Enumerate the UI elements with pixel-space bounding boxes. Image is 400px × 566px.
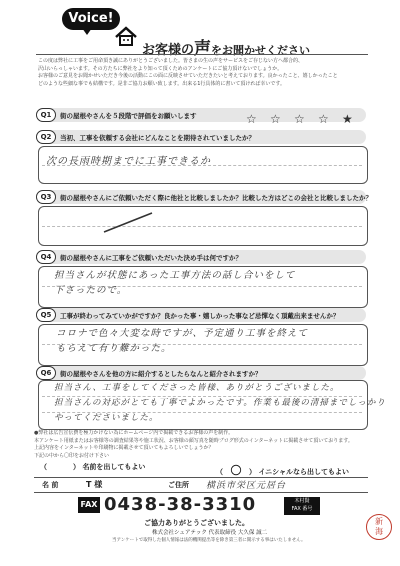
badge-tail	[82, 28, 92, 35]
q2-text: 当初、工事を依頼する会社にどんなことを期待されていましたか？	[60, 134, 255, 142]
consent-option-name-label: 名前を出してもよい	[82, 463, 146, 471]
q1-number: Q1	[36, 108, 56, 122]
fax-tag: 木村賢 FAX 番号	[284, 497, 320, 515]
q5-number: Q5	[36, 308, 56, 322]
q6-text: 街の屋根やさんを他の方に紹介するとしたらなんと紹介されますか？	[60, 370, 262, 378]
q2-number: Q2	[36, 130, 56, 144]
consent-option-initials-label: イニシャルなら出してもよい	[258, 468, 350, 476]
consent-option-name[interactable]	[40, 462, 145, 472]
voice-badge	[62, 8, 120, 30]
q3-number: Q3	[36, 190, 56, 204]
fax-number: 0438-38-3310	[104, 494, 257, 515]
q5-answer: コロナで色々大変な時ですが、予定通り工事を終えて もらえて有り難かった。	[56, 328, 309, 354]
q6-number: Q6	[36, 366, 56, 380]
consent-paren-right: ）	[73, 463, 80, 471]
star-icon: ☆	[294, 112, 305, 126]
intro-text: この度は弊社に工事をご用命頂き誠にありがとうございました。皆さまの生の声をサービスをご存じない方へ都合的、 沢山いらっしゃいます。その方たちに弊社をより知って頂くためのアンケートにご協力頂けないでしょうか。 お客様のご意見をお聞かせいただき今後の活動にこの面に反映させていただきたいと考えております。良かったこと、嬉しかったこと どのような些細な事でも結構です。是非ご協力お願い致します。出来る1行具体的に書いて頂ければ幸いです。	[38, 58, 338, 87]
header-rule	[36, 54, 368, 55]
q4-answer: 担当さんが状態にあった工事方法の話し合いをして 下さったので。	[54, 270, 296, 296]
address-value: 横浜市栄区元居台	[206, 481, 287, 491]
q4-text: 街の屋根やさんに工事をご依頼いただいた決め手は何ですか？	[60, 254, 242, 262]
address-label: ご住所	[168, 481, 189, 489]
q5-text: 工事が終わってみていかがですか？良かった事・嬉しかった事など忌憚なく頂戴出来ませんか？	[60, 312, 340, 320]
q6-answer: 担当さん、工事をしてくださった皆様、ありがとうございました。 担当さんの対応がとても丁寧でよかったです。作業も最後の清掃までしっかり やってくださいました。	[54, 383, 386, 423]
q2-answer: 次の長雨時期までに工事できるか	[46, 156, 211, 167]
star-filled-icon: ★	[342, 112, 353, 126]
q4-number: Q4	[36, 250, 56, 264]
star-icon: ☆	[270, 112, 281, 126]
company-text: 株式会社シェアテック 代表取締役 大久保 誠二	[152, 530, 268, 536]
name-value: T 様	[86, 480, 103, 489]
consent-paren-left: （	[216, 468, 223, 476]
ruled-line	[42, 226, 362, 227]
q1-text: 街の屋根やさんを５段階で評価をお願いします	[60, 112, 197, 120]
consent-paren-left: （	[40, 463, 47, 471]
page-title: お客様の声をお聞かせください	[142, 39, 311, 59]
fax-label: FAX	[78, 497, 100, 513]
seal-stamp: 新 海	[366, 514, 392, 540]
q3-strike-mark	[100, 210, 160, 238]
voice-badge-text: Voice!	[68, 11, 114, 26]
publication-notes: ●弊社は広告宣伝費を極力かけない為にホームページ内で掲載できるお客様の声を制作。 本アンケート用紙またはお客様等の調査結果等や施工状況、お客様の顔写真を随時ブログ形式のインターネットに掲載させて頂いております。 上記内容をインターネットや印刷物に掲載させて頂いてもよろしいでしょうか？ 下記の中から〇印をお付け下さい	[34, 430, 353, 459]
privacy-note: 当アンケートで取得した個人情報は法的機関提出等を除き第三者に開示する事はいたしません。	[112, 538, 306, 543]
consent-paren-right: ）	[249, 468, 256, 476]
house-icon	[114, 25, 138, 51]
q3-text: 街の屋根やさんにご依頼いただく際に他社と比較しましたか？比較した方はどこの会社と比較しましたか？	[60, 194, 372, 202]
name-label: 名 前	[42, 481, 59, 489]
thanks-text: ご協力ありがとうございました。	[144, 519, 249, 527]
star-icon: ☆	[318, 112, 329, 126]
star-icon: ☆	[246, 112, 257, 126]
consent-option-initials[interactable]	[216, 462, 349, 478]
consent-circle-mark: 〇	[230, 464, 242, 477]
customer-row	[34, 477, 368, 493]
